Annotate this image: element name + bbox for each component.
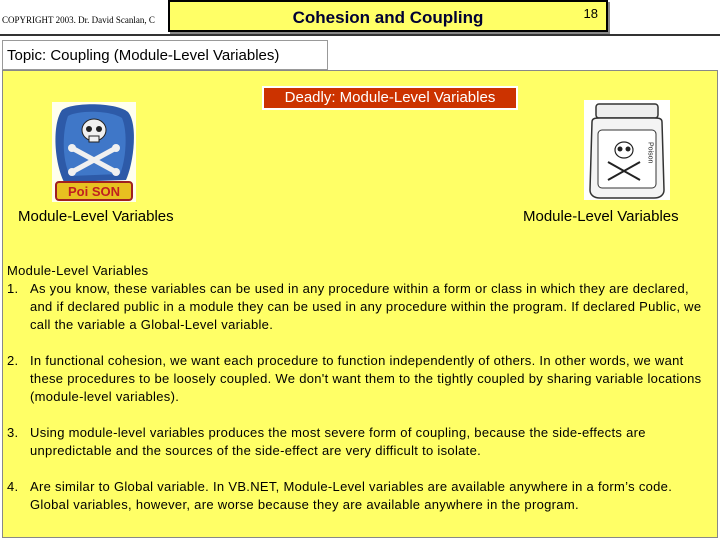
- poison-skull-icon: [52, 102, 136, 202]
- body-heading: Module-Level Variables: [7, 263, 149, 278]
- deadly-callout: Deadly: Module-Level Variables: [262, 86, 518, 110]
- caption-right: Module-Level Variables: [523, 208, 679, 225]
- list-item: [7, 424, 707, 460]
- list-item: [7, 478, 707, 514]
- header-divider: [0, 34, 720, 36]
- page-number: 18: [583, 6, 598, 21]
- list-item-number: 4.: [7, 479, 19, 494]
- poison-label-right: Poison: [646, 142, 654, 164]
- copyright-text: COPYRIGHT 2003. Dr. David Scanlan, C: [2, 15, 155, 25]
- slide-title: Cohesion and Coupling: [292, 8, 484, 27]
- list-item-number: 3.: [7, 425, 19, 440]
- list-item: [7, 352, 707, 406]
- poison-bottle-icon: [584, 100, 670, 200]
- list-item-number: 1.: [7, 281, 19, 296]
- topic-label: Topic: Coupling (Module-Level Variables): [2, 40, 328, 70]
- list-item-text: In functional cohesion, we want each procedure to function independently of others. In other words, we want these procedures to be loosely coupled. We don't want them to the tightly coupled by sharing variable locations (module-level variables).: [30, 353, 702, 404]
- poison-label-left: Poi SON: [67, 184, 121, 199]
- body-text: [7, 262, 707, 532]
- title-box: [168, 0, 608, 32]
- list-item-text: Using module-level variables produces the most severe form of coupling, because the side-effects are unpredictable and the sources of the side-effect are very difficult to isolate.: [30, 425, 646, 458]
- list-item-text: Are similar to Global variable. In VB.NET, Module-Level variables are available anywhere in a form’s code. Global variables, however, are worse because they are available anywhere in the program.: [30, 479, 673, 512]
- list-item: [7, 280, 707, 334]
- point-list: [7, 280, 707, 514]
- caption-left: Module-Level Variables: [18, 208, 174, 225]
- list-item-number: 2.: [7, 353, 19, 368]
- list-item-text: As you know, these variables can be used in any procedure within a form or class in which they are declared, and if declared public in a module they can be used in any procedure within the program. If declared Public, we call the variable a Global-Level variable.: [30, 281, 702, 332]
